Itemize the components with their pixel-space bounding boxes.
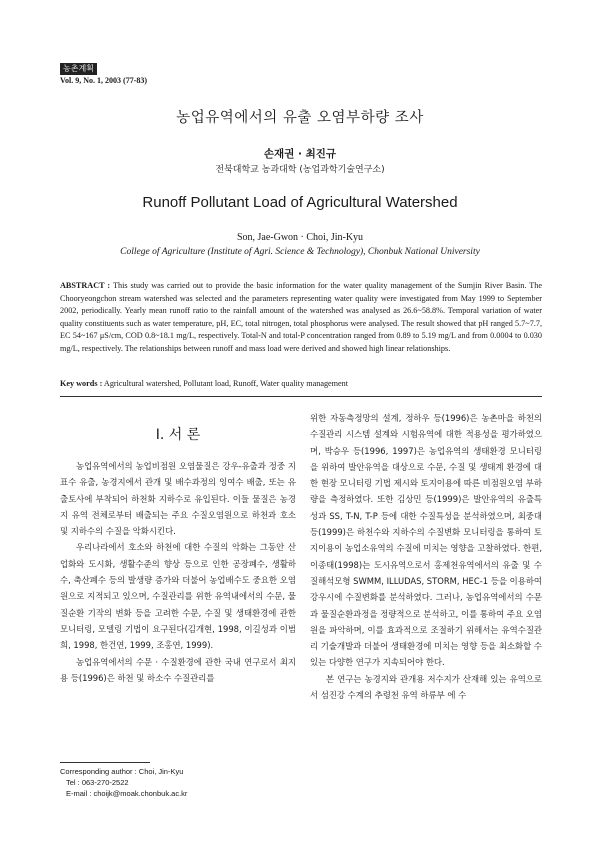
journal-badge: 농촌계획 bbox=[60, 63, 97, 75]
abstract-text: This study was carried out to provide the basic information for the water quality management of the Sumjin River Basin. The Chooryeongchon stream watershed was selected and the parameters representing water quality were investigated from May 1999 to September 2002, periodically. Yearly mean runoff ratio to the rainfall amount of the watershed was analysed as 26.6~58.8%. Temporal variation of water quality constituents such as water temperature, pH, EC, total nitrogen, total phosphorus were analysed. The result showed that pH ranged 5.7~7.7, EC 54~167 μS/cm, COD 0.8~18.1 mg/L, respectively. Total-N and total-P concentration ranged from 0.89 to 5.19 mg/L and from 0.0004 to 0.030 mg/L, respectively. The relationships between runoff and mass load were derived and showed high linear relationships. bbox=[60, 281, 542, 353]
paragraph: 농업유역에서의 농업비점원 오염물질은 강우-유출과 정중 지표수 유출, 농경지에서 관개 및 배수과정의 잉여수 배출, 또는 유출토사에 부착되어 하천화 지하수로 유입된다. 이들 물질은 농경지 유역 전체로부터 배출되는 주요 수질오염원으로 하천과 호소 및 지하수의 수질을 악화시킨다. bbox=[60, 461, 296, 537]
footnote-email: E-mail : choijk@moak.chonbuk.ac.kr bbox=[66, 789, 188, 798]
english-title: Runoff Pollutant Load of Agricultural Watershed bbox=[142, 194, 458, 211]
abstract bbox=[60, 280, 542, 355]
paragraph: 본 연구는 농경지와 관개용 저수지가 산재해 있는 유역으로서 섬진강 수계의 추령천 유역 하류부 에 수 bbox=[310, 673, 542, 701]
footnote-divider bbox=[60, 762, 150, 763]
korean-affiliation: 전북대학교 농과대학 (농업과학기술연구소) bbox=[215, 165, 385, 175]
keywords-text: Agricultural watershed, Pollutant load, Runoff, Water quality management bbox=[103, 379, 349, 388]
right-column bbox=[310, 410, 542, 703]
korean-authors: 손재권 · 최진규 bbox=[263, 148, 337, 160]
paragraph: 위한 자동측정망의 설계, 정하우 등(1996)은 농촌마을 하천의 수질관리 시스템 설계와 시험유역에 대한 적용성을 평가하였으며, 박승우 등(1996, 1997)은 농업유역의 생태환경 모니터링을 위하여 발안유역을 대상으로 수문, 수질 및 생태계 환경에 대한 현장 모니터링 기법 제시와 토지이용에 따른 비점원오염 부하량을 측정하였다. 또한 김상민 등(1999)은 발안유역의 유출특성과 SS, T-N, T-P 등에 대한 수질특성을 분석하였으며, 최중대 등(1999)은 하천수와 지하수의 수질변화 모니터링을 통하여 토지이용이 농업소유역의 수질에 미치는 영향을 고찰하였다. 한편, 이종태(1998)는 도시유역으로서 홍제천유역에서의 유출 및 수질해석모형 SWMM, ILLUDAS, STORM, HEC-1 등을 이용하여 강우시에 수질변화를 분석하였다. 그러나, 농업유역에서의 수문과 물질순환과정을 정량적으로 분석하고, 이를 통하여 주요 오염원을 파악하며, 이를 효과적으로 조절하기 위해서는 유역수질관리 기술개발과 더불어 생태환경에 미치는 영향 등을 최소화할 수 있는 다양한 연구가 지속되어야 한다. bbox=[310, 413, 542, 668]
section-heading: I. 서 론 bbox=[155, 427, 201, 443]
keywords bbox=[60, 378, 542, 390]
footnote-tel: Tel : 063-270-2522 bbox=[66, 778, 129, 787]
volume-line: Vol. 9, No. 1, 2003 (77-83) bbox=[60, 76, 148, 85]
english-authors: Son, Jae-Gwon · Choi, Jin-Kyu bbox=[236, 232, 364, 243]
footnote bbox=[60, 766, 296, 799]
paragraph: 농업유역에서의 수문 · 수질환경에 관한 국내 연구로서 최지용 등(1996)은 하천 및 하소수 수질관리를 bbox=[60, 656, 296, 683]
keywords-label: Key words : bbox=[60, 379, 103, 388]
left-column bbox=[60, 458, 296, 686]
footnote-author: Corresponding author : Choi, Jin-Kyu bbox=[60, 767, 184, 776]
abstract-label: ABSTRACT : bbox=[60, 281, 111, 290]
divider bbox=[60, 396, 542, 397]
paragraph: 우리나라에서 호소와 하천에 대한 수질의 악화는 그동안 산업화와 도시화, 생활수준의 향상 등으로 인한 공장폐수, 생활하수, 축산폐수 등의 발생량 증가와 더불어 농업배수도 중요한 오염원으로 지적되고 있으며, 수질관리를 위한 유역내에서의 수문, 물질순환 기작의 변화 등을 고려한 수문, 수질 및 생태환경에 관한 모니터링, 모델링 기법이 요구된다(김개현, 1998, 이길성과 이범희, 1998, 한건연, 1999, 조홍연, 1999). bbox=[60, 542, 296, 651]
korean-title: 농업유역에서의 유출 오염부하량 조사 bbox=[176, 110, 424, 126]
english-affiliation: College of Agriculture (Institute of Agri. Science & Technology), Chonbuk National University bbox=[120, 247, 480, 257]
